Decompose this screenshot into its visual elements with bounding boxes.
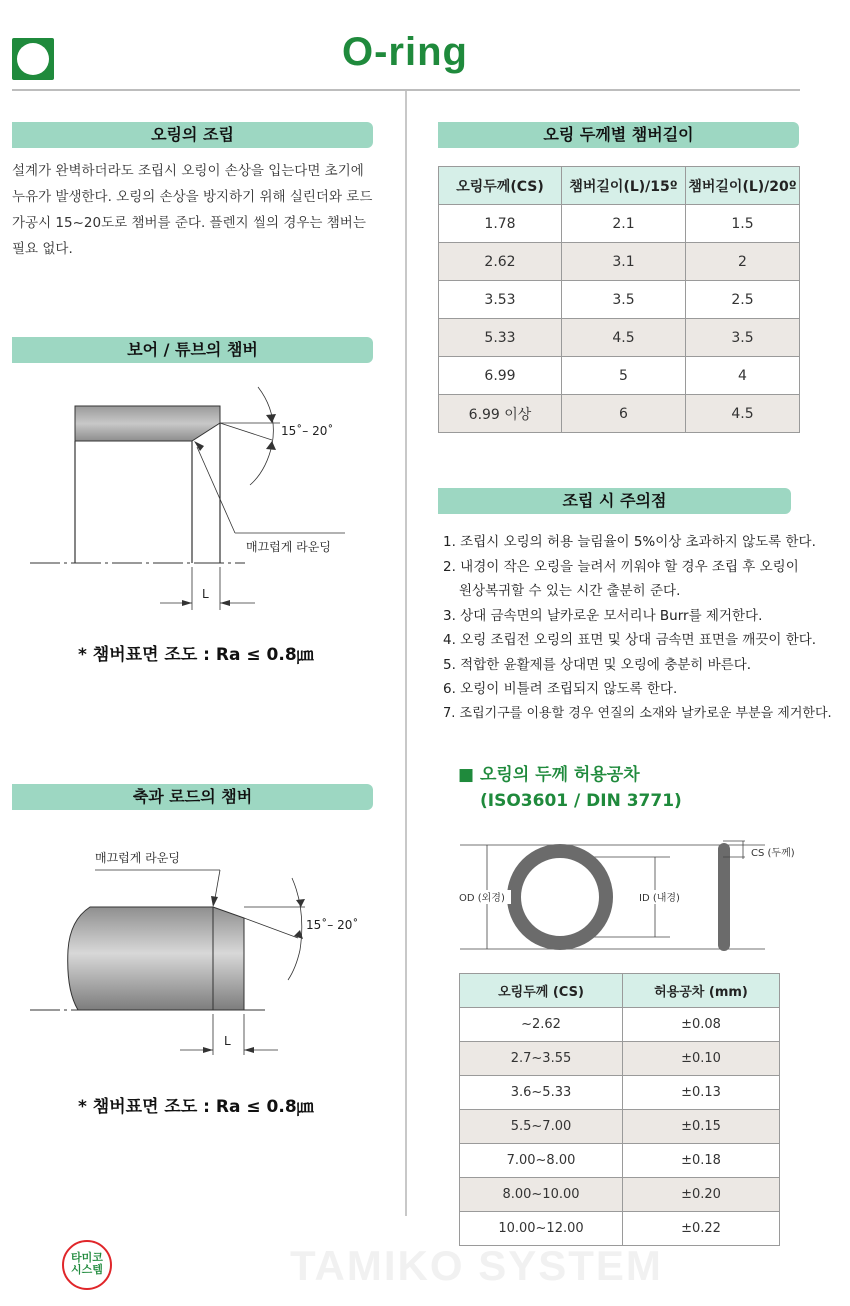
table-row [460, 1076, 780, 1110]
table-header: 오링두께 (CS) [460, 974, 623, 1008]
table-row [439, 319, 800, 357]
table-row [460, 1110, 780, 1144]
cs-label: CS (두께) [751, 848, 795, 859]
chamfer-length-table [438, 166, 800, 433]
table-row [439, 395, 800, 433]
table-cell: 4.5 [686, 395, 800, 433]
stamp-text: 시스템 [71, 1263, 103, 1276]
table-row [439, 357, 800, 395]
table-cell: 6 [562, 395, 686, 433]
assembly-line: 가공시 15~20도로 챔버를 준다. 플렌지 씰의 경우는 챔버는 [12, 215, 366, 231]
table-cell: 4 [686, 357, 800, 395]
list-item: 원상복귀할 수 있는 시간 출분히 준다. [459, 583, 681, 599]
table-cell: 6.99 이상 [439, 395, 562, 433]
table-cell: ±0.22 [623, 1212, 780, 1246]
column-divider [405, 91, 407, 1216]
rod-l-label: L [224, 1034, 231, 1048]
table-cell: 4.5 [562, 319, 686, 357]
table-cell: 8.00~10.00 [460, 1178, 623, 1212]
section-heading-rod: 축과 로드의 챔버 [12, 784, 373, 810]
list-item: 4. 오링 조립전 오링의 표면 및 상대 금속면 표면을 깨끗이 한다. [443, 632, 817, 648]
table-cell: 7.00~8.00 [460, 1144, 623, 1178]
table-cell: 3.5 [686, 319, 800, 357]
bore-chamfer-diagram [20, 385, 360, 615]
table-cell: ±0.20 [623, 1178, 780, 1212]
assembly-paragraph [12, 158, 374, 262]
oring-dimension-diagram [455, 835, 830, 960]
table-cell: ±0.15 [623, 1110, 780, 1144]
bore-round-label: 매끄럽게 라운딩 [246, 540, 331, 554]
table-cell: 3.53 [439, 281, 562, 319]
table-row [439, 205, 800, 243]
table-cell: ±0.08 [623, 1008, 780, 1042]
list-item: 2. 내경이 작은 오링을 늘려서 끼워야 할 경우 조립 후 오링이 [443, 558, 799, 575]
cautions-list [443, 530, 843, 726]
table-row [460, 1042, 780, 1076]
table-row [460, 1212, 780, 1246]
bore-l-label: L [202, 587, 209, 601]
section-heading-chamfer-table: 오링 두께별 챔버길이 [438, 122, 799, 148]
table-header: 챔버길이(L)/15º [562, 167, 686, 205]
table-cell: 3.5 [562, 281, 686, 319]
tolerance-heading [458, 762, 682, 814]
rod-round-label: 매끄럽게 라운딩 [95, 851, 180, 865]
list-item: 1. 조립시 오링의 허용 늘림율이 5%이상 초과하지 않도록 한다. [443, 534, 816, 550]
bore-roughness-note: * 챔버표면 조도 : Ra ≤ 0.8㎛ [78, 645, 314, 665]
table-cell: ~2.62 [460, 1008, 623, 1042]
company-stamp-logo [62, 1240, 112, 1290]
table-cell: ±0.10 [623, 1042, 780, 1076]
table-cell: ±0.18 [623, 1144, 780, 1178]
thickness-tolerance-table [459, 973, 780, 1246]
table-cell: 1.5 [686, 205, 800, 243]
table-row [460, 1008, 780, 1042]
assembly-line: 필요 없다. [12, 241, 73, 257]
list-item: 5. 적합한 윤활제를 상대면 및 오링에 충분히 바른다. [443, 656, 752, 673]
table-cell: 2 [686, 243, 800, 281]
list-item: 3. 상대 금속면의 날카로운 모서리나 Burr를 제거한다. [443, 607, 763, 624]
table-cell: 2.62 [439, 243, 562, 281]
table-row [439, 243, 800, 281]
table-cell: 3.6~5.33 [460, 1076, 623, 1110]
rod-roughness-note: * 챔버표면 조도 : Ra ≤ 0.8㎛ [78, 1097, 314, 1117]
table-cell: 5.33 [439, 319, 562, 357]
rod-angle-label: 15˚– 20˚ [306, 918, 359, 932]
page-title: O-ring [342, 30, 468, 74]
id-label: ID (내경) [639, 893, 680, 904]
table-cell: 3.1 [562, 243, 686, 281]
section-heading-assembly: 오링의 조립 [12, 122, 373, 148]
list-item: 7. 조립기구를 이용할 경우 연질의 소재와 날카로운 부분을 제거한다. [443, 705, 832, 721]
table-cell: 10.00~12.00 [460, 1212, 623, 1246]
table-cell: 2.7~3.55 [460, 1042, 623, 1076]
od-label: OD (외경) [459, 893, 505, 904]
table-cell: 5 [562, 357, 686, 395]
bore-angle-label: 15˚– 20˚ [281, 424, 334, 438]
section-heading-bore: 보어 / 튜브의 챔버 [12, 337, 373, 363]
stamp-text: 타미코 [71, 1251, 103, 1264]
table-cell: ±0.13 [623, 1076, 780, 1110]
watermark: TAMIKO SYSTEM [290, 1242, 663, 1289]
rod-chamfer-diagram [20, 840, 360, 1060]
table-cell: 2.1 [562, 205, 686, 243]
table-header: 오링두께(CS) [439, 167, 562, 205]
assembly-line: 설계가 완벽하더라도 조립시 오링이 손상을 입는다면 초기에 [12, 163, 364, 179]
table-cell: 6.99 [439, 357, 562, 395]
tolerance-standard: (ISO3601 / DIN 3771) [480, 791, 682, 811]
table-header: 챔버길이(L)/20º [686, 167, 800, 205]
table-cell: 5.5~7.00 [460, 1110, 623, 1144]
table-cell: 1.78 [439, 205, 562, 243]
table-row [460, 1178, 780, 1212]
table-cell: 2.5 [686, 281, 800, 319]
table-row [460, 1144, 780, 1178]
tolerance-heading-line: ■ 오링의 두께 허용공차 [458, 765, 640, 785]
table-header: 허용공차 (mm) [623, 974, 780, 1008]
assembly-line: 누유가 발생한다. 오링의 손상을 방지하기 위해 실린더와 로드 [12, 189, 373, 205]
list-item: 6. 오링이 비틀려 조립되지 않도록 한다. [443, 681, 678, 697]
table-row [439, 281, 800, 319]
section-heading-cautions: 조립 시 주의점 [438, 488, 791, 514]
